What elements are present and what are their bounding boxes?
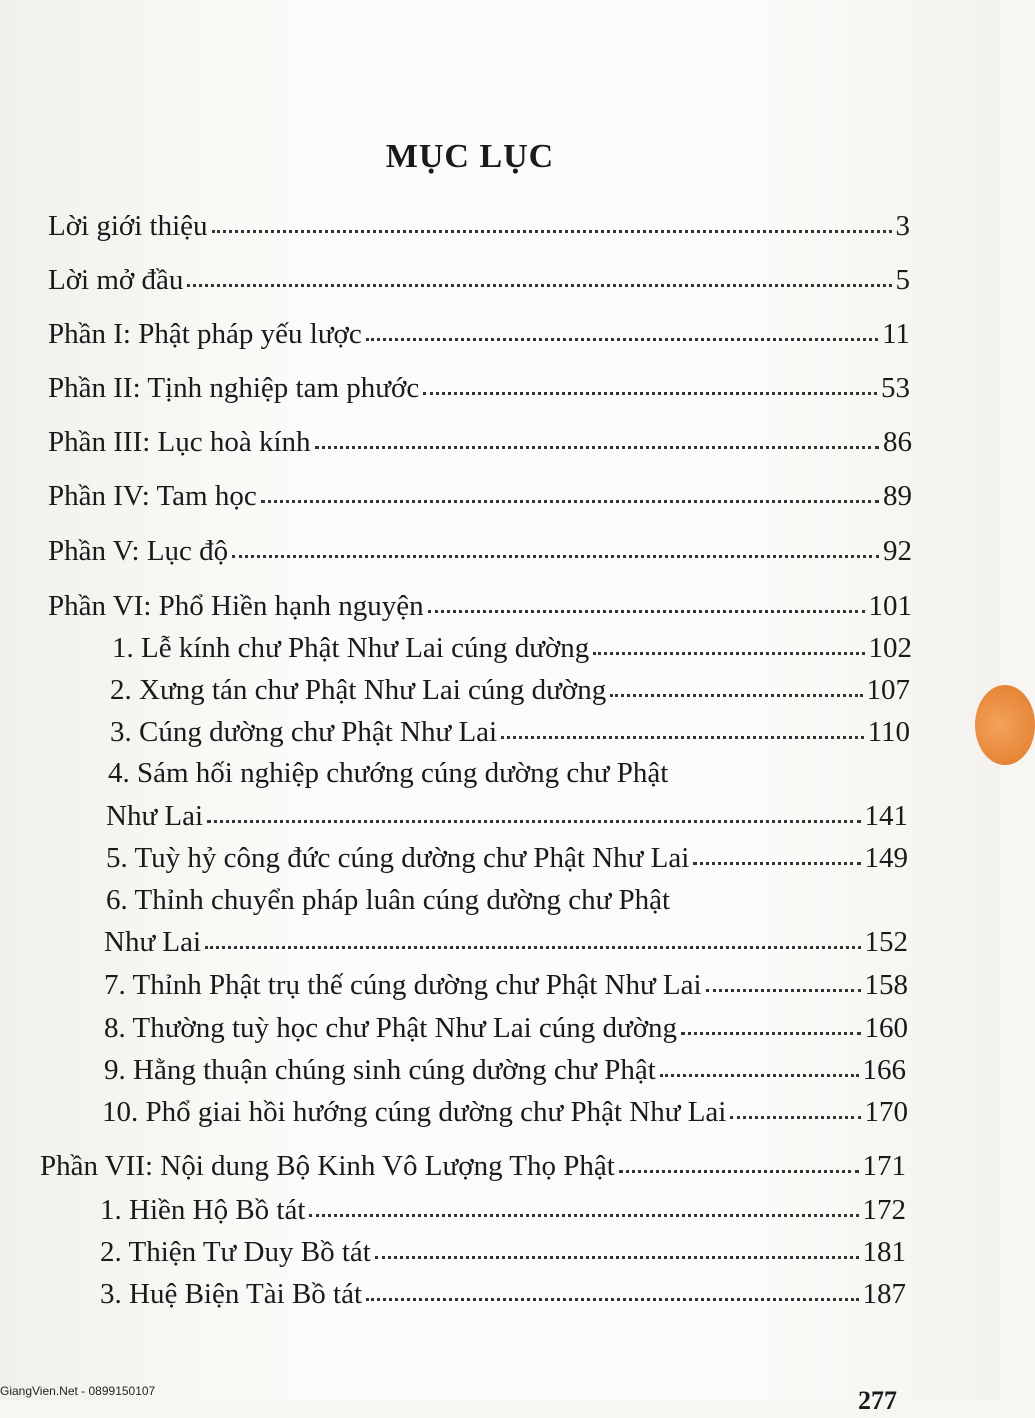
toc-entry-page: 53 [881, 372, 910, 404]
leader-dots [315, 446, 879, 449]
toc-entry [48, 533, 912, 569]
leader-dots [375, 1256, 859, 1259]
toc-entry-page: 110 [867, 716, 910, 748]
toc-entry-label: Phần VI: Phổ Hiền hạnh nguyện [48, 590, 424, 622]
toc-entry-page: 160 [864, 1012, 908, 1044]
toc-entry-first-line: 6. Thỉnh chuyển pháp luân cúng dường chư Phật [106, 884, 671, 916]
toc-entry-page: 11 [882, 318, 910, 350]
leader-dots [205, 946, 860, 949]
toc-entry [48, 262, 910, 298]
leader-dots [232, 555, 879, 558]
leader-dots [366, 1298, 858, 1301]
toc-entry-label: Phần I: Phật pháp yếu lược [48, 318, 362, 350]
toc-entry-label: 3. Cúng dường chư Phật Như Lai [110, 716, 498, 748]
toc-entry [106, 798, 908, 834]
toc-entry [110, 672, 910, 708]
leader-dots [261, 500, 879, 503]
toc-entry-label: 2. Thiện Tư Duy Bồ tát [100, 1236, 371, 1268]
toc-entry-page: 102 [868, 632, 912, 664]
toc-entry [40, 1148, 906, 1184]
toc-entry-label: Như Lai [106, 800, 204, 832]
decorative-orange-shape [975, 685, 1035, 765]
toc-entry [110, 714, 910, 750]
toc-entry-first-line: 4. Sám hối nghiệp chướng cúng dường chư Phật [108, 757, 669, 789]
toc-entry-label: 1. Lễ kính chư Phật Như Lai cúng dường [112, 632, 590, 664]
leader-dots [693, 862, 860, 865]
toc-entry-label: Như Lai [104, 926, 202, 958]
toc-entry [48, 478, 912, 514]
leader-dots [309, 1214, 858, 1217]
toc-entry-label: 9. Hằng thuận chúng sinh cúng dường chư Phật [104, 1054, 656, 1086]
toc-entry-page: 149 [864, 842, 908, 874]
toc-entry [100, 1276, 906, 1312]
toc-entry-page: 152 [864, 926, 908, 958]
toc-entry [104, 1010, 908, 1046]
toc-entry-label: Lời giới thiệu [48, 210, 208, 242]
toc-entry-page: 101 [868, 590, 912, 622]
toc-entry [102, 1094, 908, 1130]
toc-entry-label: 2. Xưng tán chư Phật Như Lai cúng dường [110, 674, 607, 706]
toc-entry-page: 170 [864, 1096, 908, 1128]
leader-dots [366, 338, 878, 341]
toc-entry [100, 1234, 906, 1270]
toc-entry-page: 3 [895, 210, 910, 242]
toc-entry-page: 172 [862, 1194, 906, 1226]
toc-entry-label: Lời mở đầu [48, 264, 184, 296]
leader-dots [610, 694, 862, 697]
toc-entry-label: Phần IV: Tam học [48, 480, 257, 512]
leader-dots [681, 1032, 860, 1035]
toc-entry [48, 316, 910, 352]
toc-entry [104, 924, 908, 960]
toc-entry [48, 588, 912, 624]
toc-entry-label: Phần II: Tịnh nghiệp tam phước [48, 372, 420, 404]
watermark-footer: GiangVien.Net - 0899150107 [0, 1384, 156, 1398]
toc-entry-label: Phần VII: Nội dung Bộ Kinh Vô Lượng Thọ Phật [40, 1150, 615, 1182]
leader-dots [207, 820, 860, 823]
toc-entry-label: 10. Phổ giai hồi hướng cúng dường chư Phật Như Lai [102, 1096, 727, 1128]
toc-entry-page: 107 [866, 674, 910, 706]
leader-dots [660, 1074, 859, 1077]
toc-entry-page: 92 [883, 535, 912, 567]
toc-entry [112, 630, 912, 666]
toc-entry-page: 181 [862, 1236, 906, 1268]
toc-entry [48, 370, 910, 406]
leader-dots [423, 392, 877, 395]
leader-dots [428, 610, 865, 613]
toc-entry-label: Phần III: Lục hoà kính [48, 426, 311, 458]
toc-entry-page: 141 [864, 800, 908, 832]
toc-entry-label: 8. Thường tuỳ học chư Phật Như Lai cúng dường [104, 1012, 678, 1044]
toc-entry-page: 89 [883, 480, 912, 512]
toc-entry-label: 7. Thỉnh Phật trụ thế cúng dường chư Phật Như Lai [104, 969, 702, 1001]
toc-entry [104, 967, 908, 1003]
toc-entry-page: 187 [862, 1278, 906, 1310]
leader-dots [730, 1116, 860, 1119]
leader-dots [187, 284, 891, 287]
toc-entry-page: 166 [862, 1054, 906, 1086]
page-title: MỤC LỤC [385, 138, 555, 175]
toc-entry [48, 208, 910, 244]
toc-entry-label: 3. Huệ Biện Tài Bồ tát [100, 1278, 363, 1310]
toc-entry-page: 86 [883, 426, 912, 458]
toc-entry [48, 424, 912, 460]
leader-dots [212, 230, 892, 233]
leader-dots [593, 652, 864, 655]
toc-entry-label: 5. Tuỳ hỷ công đức cúng dường chư Phật Như Lai [106, 842, 690, 874]
leader-dots [619, 1170, 859, 1173]
leader-dots [706, 989, 861, 992]
leader-dots [501, 736, 863, 739]
page-number: 277 [858, 1386, 897, 1415]
toc-entry [100, 1192, 906, 1228]
toc-entry-page: 171 [862, 1150, 906, 1182]
toc-entry [104, 1052, 906, 1088]
toc-entry-label: Phần V: Lục độ [48, 535, 229, 567]
toc-entry [106, 840, 908, 876]
toc-entry-label: 1. Hiền Hộ Bồ tát [100, 1194, 306, 1226]
toc-entry-page: 5 [895, 264, 910, 296]
toc-entry-page: 158 [864, 969, 908, 1001]
